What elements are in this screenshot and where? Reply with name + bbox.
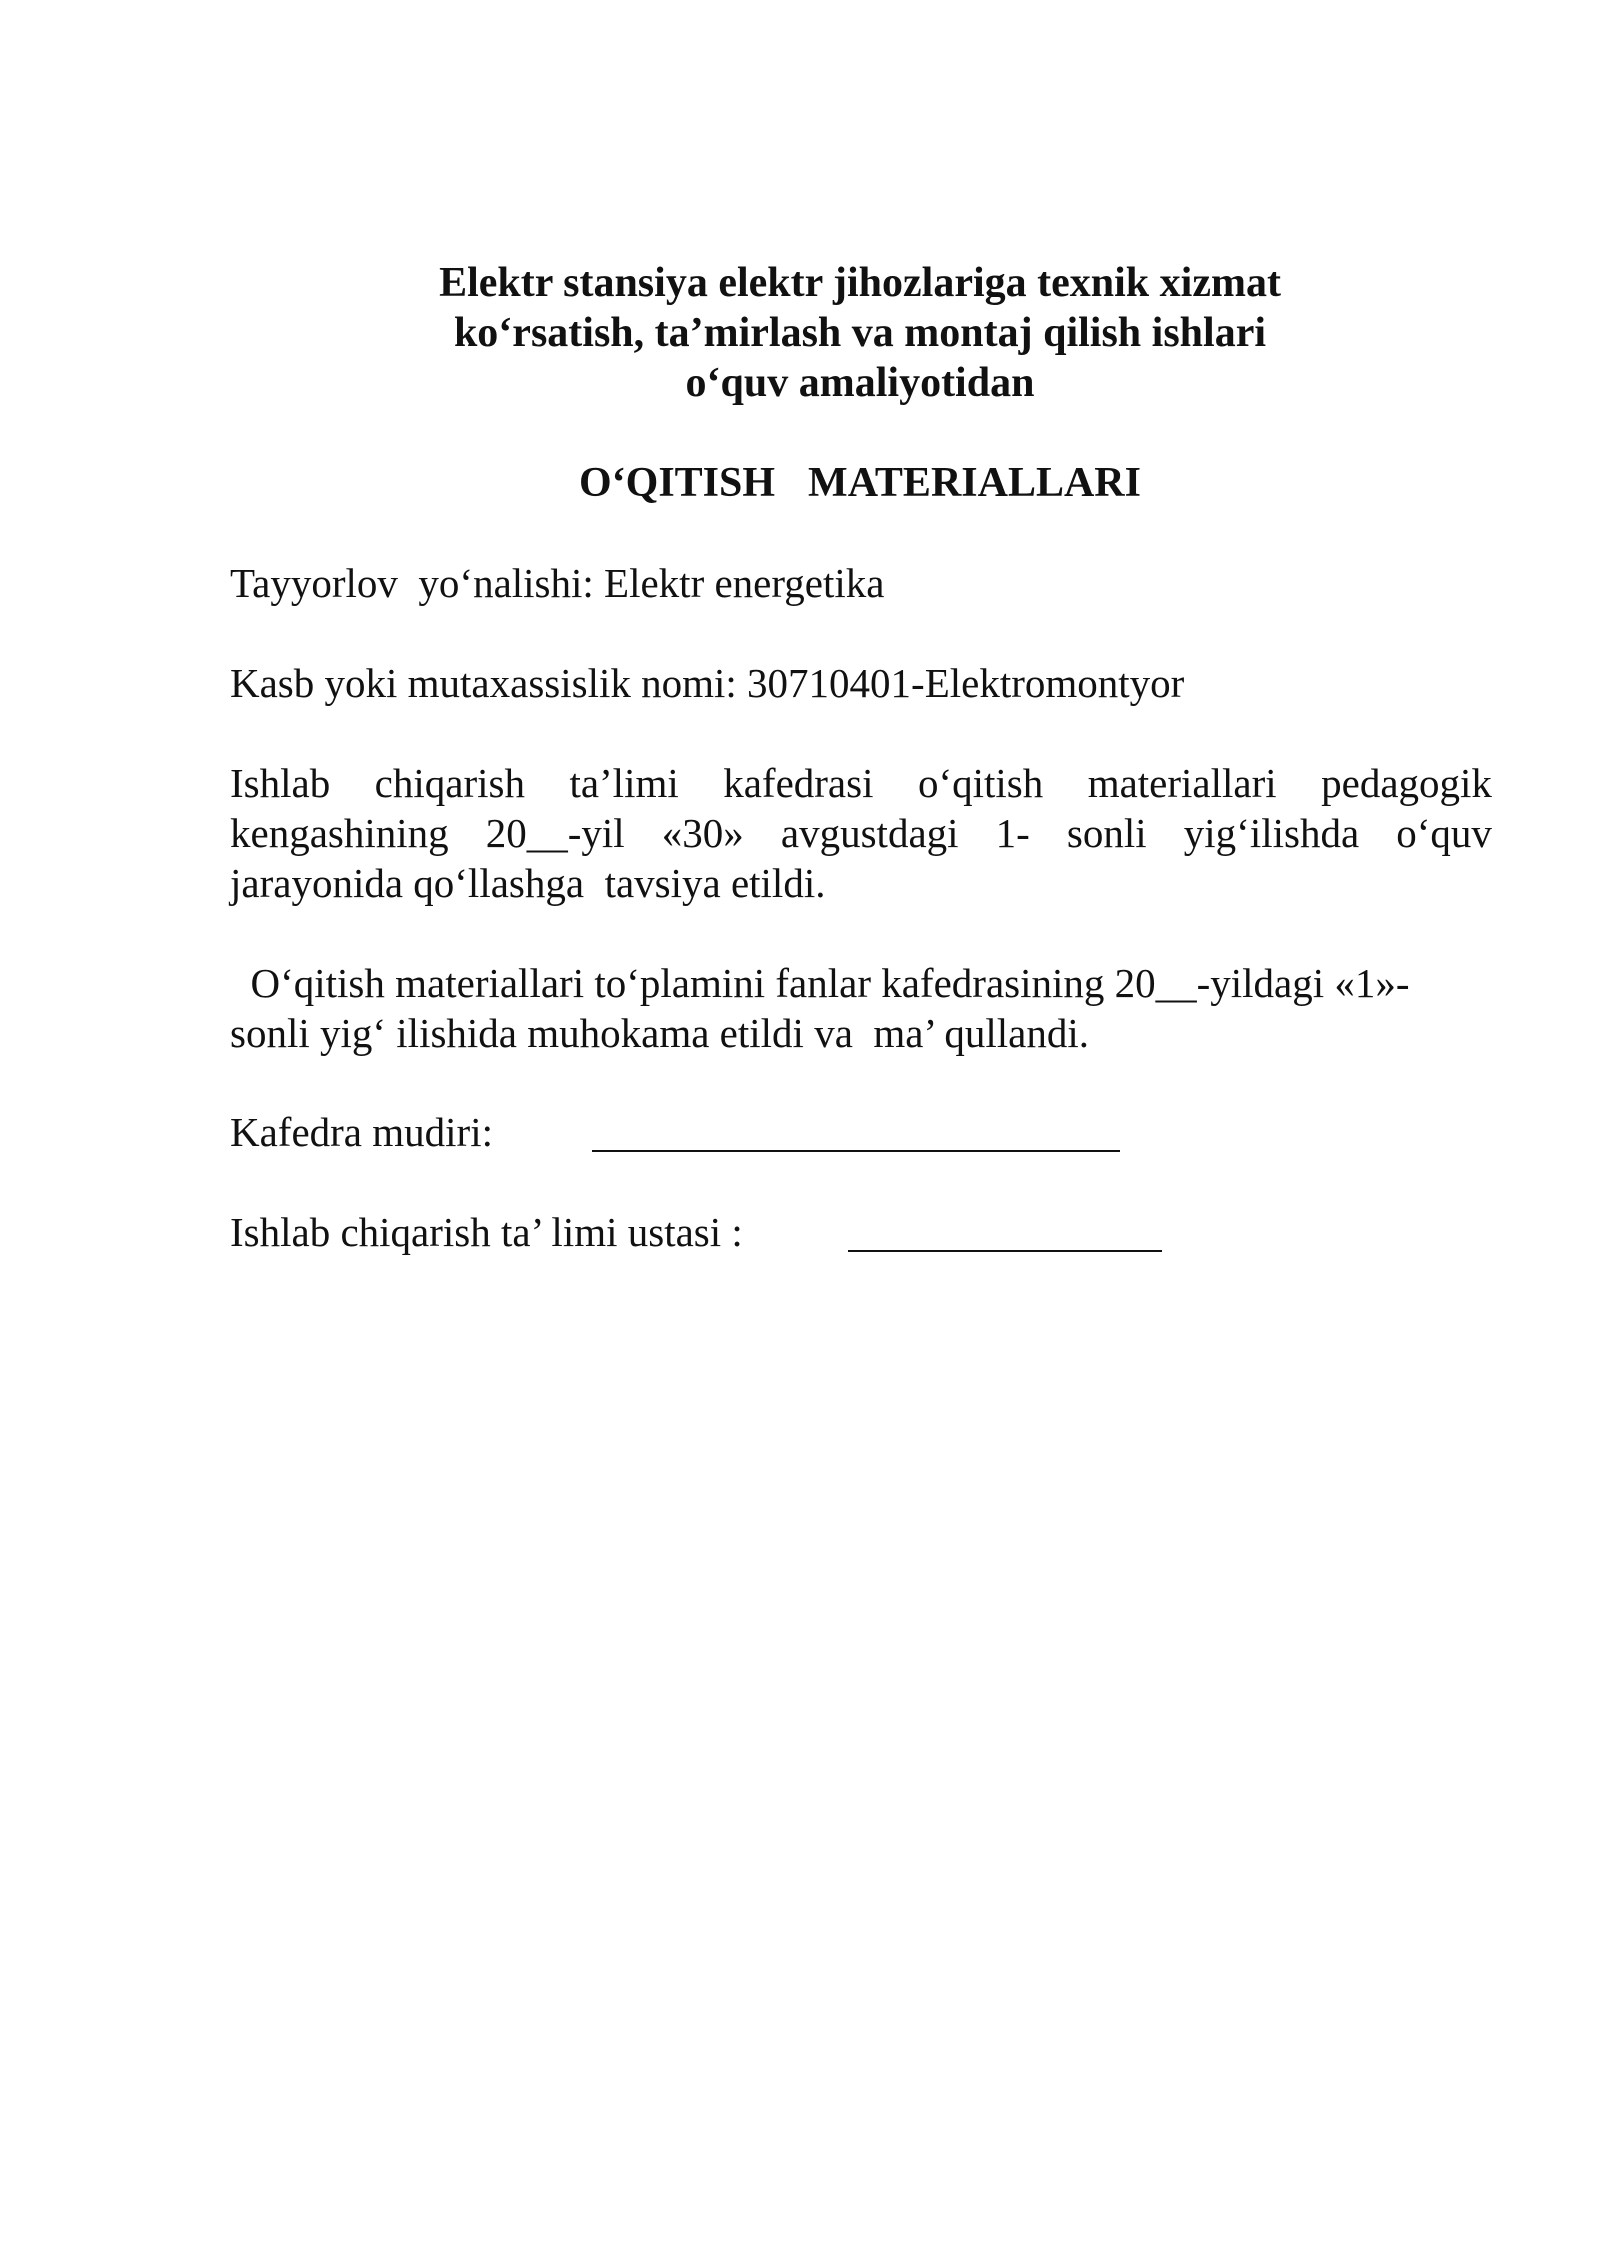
profession-line: Kasb yoki mutaxassislik nomi: 30710401-Elektromontyor [230, 660, 1185, 706]
title-line-2: ko‘rsatish, ta’mirlash va montaj qilish ishlari [453, 310, 1267, 356]
title-line-3: o‘quv amaliyotidan [685, 360, 1035, 406]
master-signature-label: Ishlab chiqarish ta’ limi ustasi : [230, 1209, 743, 1255]
word: avgustdagi [780, 810, 959, 856]
document-title [230, 258, 1490, 408]
word: 20__-yil [485, 810, 625, 856]
word: kengashining [230, 810, 449, 856]
word: Ishlab [230, 760, 331, 806]
approval-line-2 [230, 808, 1492, 858]
head-signature-label: Kafedra mudiri: [230, 1109, 493, 1155]
word: kafedrasi [723, 760, 874, 806]
head-signature-blank[interactable] [592, 1150, 1120, 1152]
word: sonli [1066, 810, 1147, 856]
approval-line-1 [230, 758, 1492, 808]
word: 1- [995, 810, 1030, 856]
direction-line: Tayyorlov yo‘nalishi: Elektr energetika [230, 560, 885, 606]
master-signature-blank[interactable] [848, 1250, 1162, 1252]
word: ta’limi [569, 760, 679, 806]
word: yig‘ilishda [1183, 810, 1360, 856]
discussion-line-1: O‘qitish materiallari to‘plamini fanlar kafedrasining 20__-yildagi «1»- [230, 960, 1410, 1006]
discussion-line-2: sonli yig‘ ilishida muhokama etildi va ma’ qullandi. [230, 1010, 1089, 1056]
title-line-1: Elektr stansiya elektr jihozlariga texnik xizmat [439, 260, 1281, 306]
approval-paragraph [230, 758, 1492, 908]
word: materiallari [1087, 760, 1277, 806]
word: pedagogik [1321, 760, 1492, 806]
approval-line-3: jarayonida qo‘llashga tavsiya etildi. [230, 860, 826, 906]
word: o‘quv [1396, 810, 1492, 856]
document-heading: O‘QITISH MATERIALLARI [579, 460, 1141, 506]
discussion-paragraph [230, 958, 1492, 1058]
word: o‘qitish [917, 760, 1044, 806]
word: chiqarish [374, 760, 525, 806]
word: «30» [661, 810, 744, 856]
